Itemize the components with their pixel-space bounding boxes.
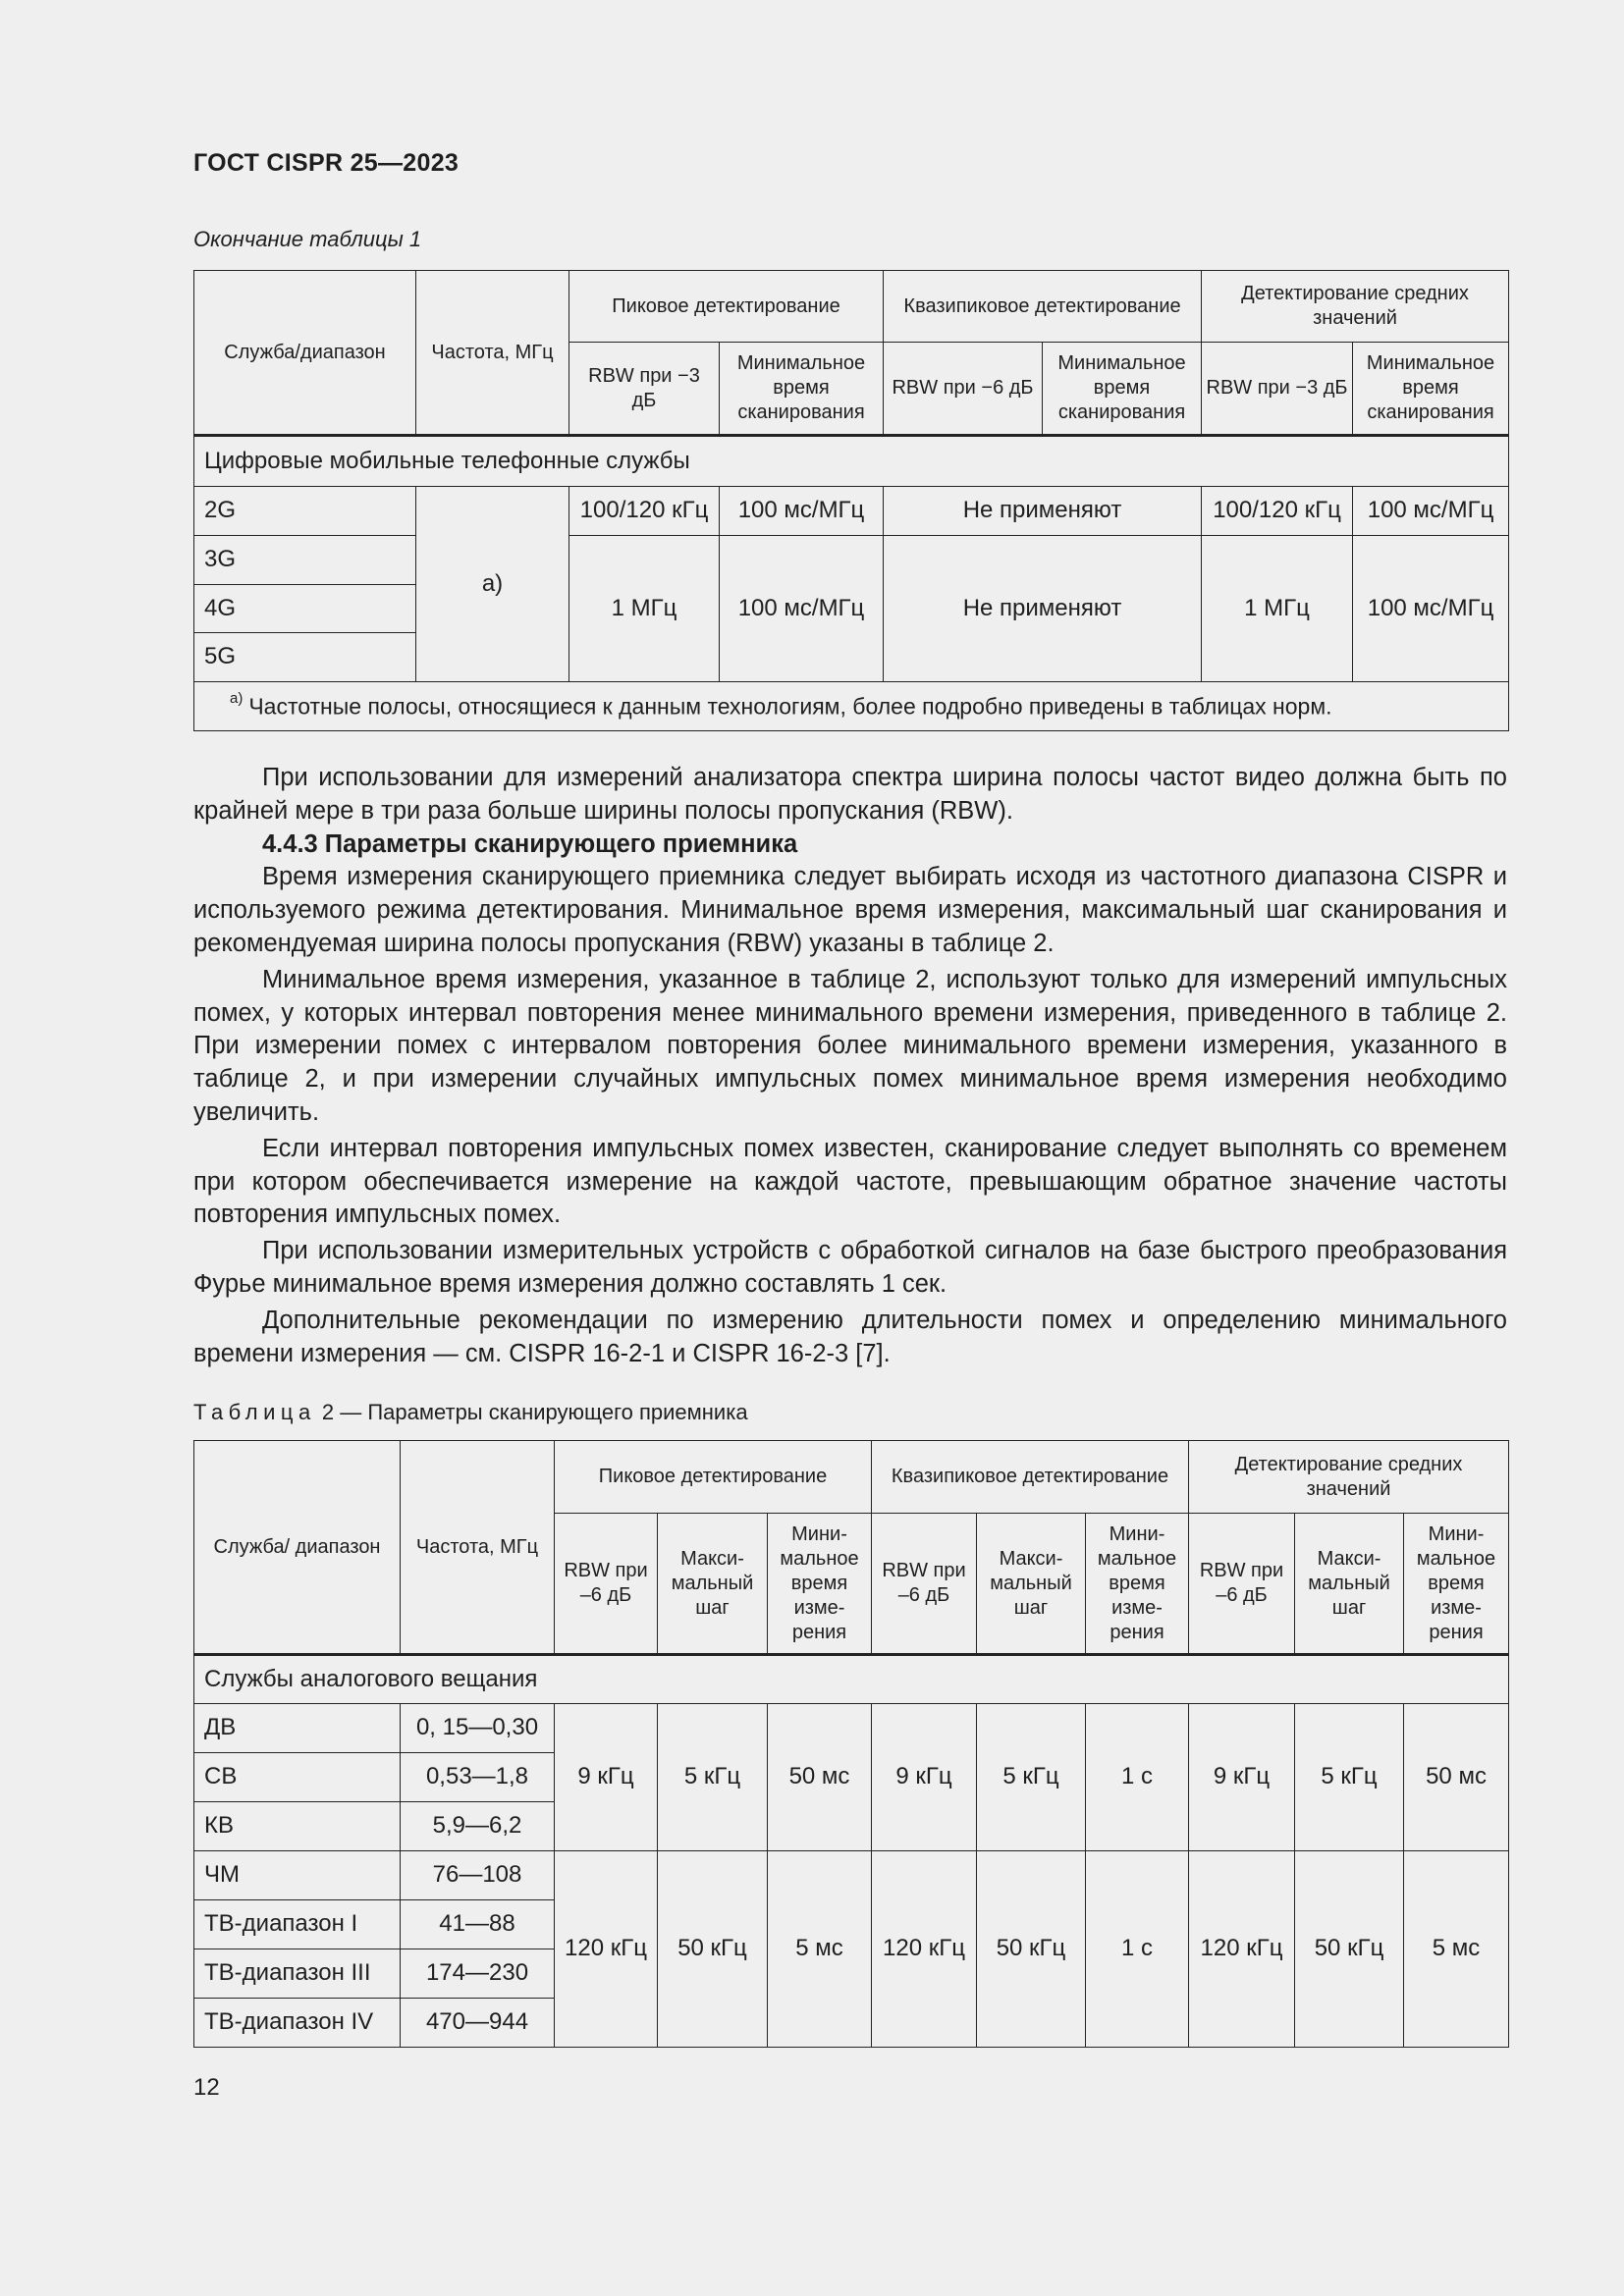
t2-header-step: Макси-мальный шаг [658, 1514, 768, 1655]
footnote-mark: a) [230, 689, 244, 707]
t1-cell: 100/120 кГц [569, 487, 720, 536]
subsection-heading: 4.4.3 Параметры сканирующего приемника [262, 829, 798, 858]
t2-cell: 50 мс [1404, 1704, 1509, 1851]
t2-header-min: Мини-мальное время изме-рения [1404, 1514, 1509, 1655]
t1-service-4g: 4G [194, 585, 416, 633]
t2-frequency: 174—230 [401, 1949, 555, 1999]
t1-header-quasi: Квазипиковое детектирование [884, 271, 1202, 343]
page-number: 12 [193, 2074, 220, 2101]
t1-header-quasi-min: Минимальное время сканирования [1043, 343, 1202, 436]
t1-cell: 100 мс/МГц [720, 536, 884, 682]
t1-header-peak: Пиковое детектирование [569, 271, 884, 343]
t2-service: ТВ-диапазон III [194, 1949, 401, 1999]
t1-cell: Не применяют [884, 487, 1202, 536]
t2-service: ТВ-диапазон I [194, 1900, 401, 1949]
t2-frequency: 0,53—1,8 [401, 1753, 555, 1802]
t1-header-frequency: Частота, МГц [416, 271, 569, 436]
t1-header-avg-min: Минимальное время сканирования [1353, 343, 1509, 436]
table2-caption-word: Таблица [193, 1400, 316, 1424]
body-text [193, 762, 1507, 1370]
t1-header-service: Служба/диапазон [194, 271, 416, 436]
t2-header-quasi: Квазипиковое детектирование [872, 1441, 1189, 1514]
t2-cell: 9 кГц [1189, 1704, 1295, 1851]
t2-cell: 50 кГц [1295, 1851, 1404, 2048]
t2-cell: 5 кГц [658, 1704, 768, 1851]
t1-cell: 100 мс/МГц [720, 487, 884, 536]
t2-header-min: Мини-мальное время изме-рения [1086, 1514, 1189, 1655]
t1-header-quasi-rbw: RBW при −6 дБ [884, 343, 1043, 436]
document-header: ГОСТ CISPR 25—2023 [193, 149, 460, 177]
table2-caption [193, 1400, 748, 1425]
t2-service: СВ [194, 1753, 401, 1802]
t1-section-label: Цифровые мобильные телефонные службы [194, 436, 1509, 487]
t2-header-avg: Детектирование средних значений [1189, 1441, 1509, 1514]
table2-caption-title: 2 — Параметры сканирующего приемника [315, 1400, 748, 1424]
t2-cell: 120 кГц [555, 1851, 658, 2048]
t1-header-avg: Детектирование средних значений [1202, 271, 1509, 343]
t2-cell: 5 кГц [977, 1704, 1086, 1851]
t2-frequency: 41—88 [401, 1900, 555, 1949]
paragraph: Время измерения сканирующего приемника следует выбирать исходя из частотного диапазона CISPR и используемого режима детектирования. Минимальное время измерения, максимальный шаг сканирования и рекомендуемая ширина полосы пропускания (RBW) указаны в таблице 2. [193, 863, 1507, 957]
t2-header-rbw: RBW при –6 дБ [1189, 1514, 1295, 1655]
table-1 [193, 270, 1509, 731]
t2-frequency: 76—108 [401, 1851, 555, 1900]
t2-cell: 9 кГц [872, 1704, 977, 1851]
table1-caption: Окончание таблицы 1 [193, 227, 422, 251]
t1-cell: 1 МГц [569, 536, 720, 682]
paragraph: Если интервал повторения импульсных помех известен, сканирование следует выполнять со временем при котором обеспечивается измерение на каждой частоте, превышающим обратное значение частоты повторения импульсных помех. [193, 1134, 1507, 1229]
t2-header-min: Мини-мальное время изме-рения [768, 1514, 872, 1655]
t2-frequency: 0, 15—0,30 [401, 1704, 555, 1753]
t2-service: ДВ [194, 1704, 401, 1753]
t2-section-label: Службы аналогового вещания [194, 1655, 1509, 1704]
t2-cell: 5 мс [1404, 1851, 1509, 2048]
t2-cell: 120 кГц [1189, 1851, 1295, 2048]
t1-cell: 100 мс/МГц [1353, 536, 1509, 682]
paragraph: При использовании измерительных устройств с обработкой сигналов на базе быстрого преобразования Фурье минимальное время измерения должно составлять 1 сек. [193, 1237, 1507, 1298]
t2-header-service: Служба/ диапазон [194, 1441, 401, 1655]
t2-cell: 5 кГц [1295, 1704, 1404, 1851]
paragraph: Минимальное время измерения, указанное в таблице 2, используют только для измерений импульсных помех, у которых интервал повторения менее минимального времени измерения, приведенного в таблице 2. При измерении помех с интервалом повторения более минимального времени измерения, указанного в таблице 2, и при измерении случайных импульсных помех минимальное время измерения необходимо увеличить. [193, 965, 1507, 1126]
t1-cell: 100/120 кГц [1202, 487, 1353, 536]
t2-cell: 1 с [1086, 1704, 1189, 1851]
t1-header-avg-rbw: RBW при −3 дБ [1202, 343, 1353, 436]
t2-header-rbw: RBW при –6 дБ [555, 1514, 658, 1655]
t2-cell: 50 мс [768, 1704, 872, 1851]
t2-service: КВ [194, 1802, 401, 1851]
t2-cell: 5 мс [768, 1851, 872, 2048]
t1-cell: 100 мс/МГц [1353, 487, 1509, 536]
t1-footnote [194, 682, 1509, 731]
t2-header-rbw: RBW при –6 дБ [872, 1514, 977, 1655]
t1-frequency-note: a) [416, 487, 569, 682]
t1-service-3g: 3G [194, 536, 416, 585]
t2-frequency: 5,9—6,2 [401, 1802, 555, 1851]
paragraph: При использовании для измерений анализатора спектра ширина полосы частот видео должна быть по крайней мере в три раза больше ширины полосы пропускания (RBW). [193, 764, 1507, 825]
table-2 [193, 1440, 1509, 2048]
t1-cell: Не применяют [884, 536, 1202, 682]
t2-cell: 1 с [1086, 1851, 1189, 2048]
t2-header-frequency: Частота, МГц [401, 1441, 555, 1655]
t1-service-5g: 5G [194, 633, 416, 682]
t1-service-2g: 2G [194, 487, 416, 536]
paragraph: Дополнительные рекомендации по измерению длительности помех и определению минимального времени измерения — см. CISPR 16-2-1 и CISPR 16-2-3 [7]. [193, 1306, 1507, 1367]
t1-cell: 1 МГц [1202, 536, 1353, 682]
t2-header-peak: Пиковое детектирование [555, 1441, 872, 1514]
t2-frequency: 470—944 [401, 1999, 555, 2048]
footnote-text: Частотные полосы, относящиеся к данным технологиям, более подробно приведены в таблицах норм. [248, 693, 1332, 720]
t2-service: ЧМ [194, 1851, 401, 1900]
t2-cell: 50 кГц [658, 1851, 768, 2048]
t2-service: ТВ-диапазон IV [194, 1999, 401, 2048]
t2-cell: 50 кГц [977, 1851, 1086, 2048]
t2-cell: 9 кГц [555, 1704, 658, 1851]
t2-header-step: Макси-мальный шаг [977, 1514, 1086, 1655]
t2-header-step: Макси-мальный шаг [1295, 1514, 1404, 1655]
t1-header-peak-min: Минимальное время сканирования [720, 343, 884, 436]
t1-header-peak-rbw: RBW при −3 дБ [569, 343, 720, 436]
t2-cell: 120 кГц [872, 1851, 977, 2048]
